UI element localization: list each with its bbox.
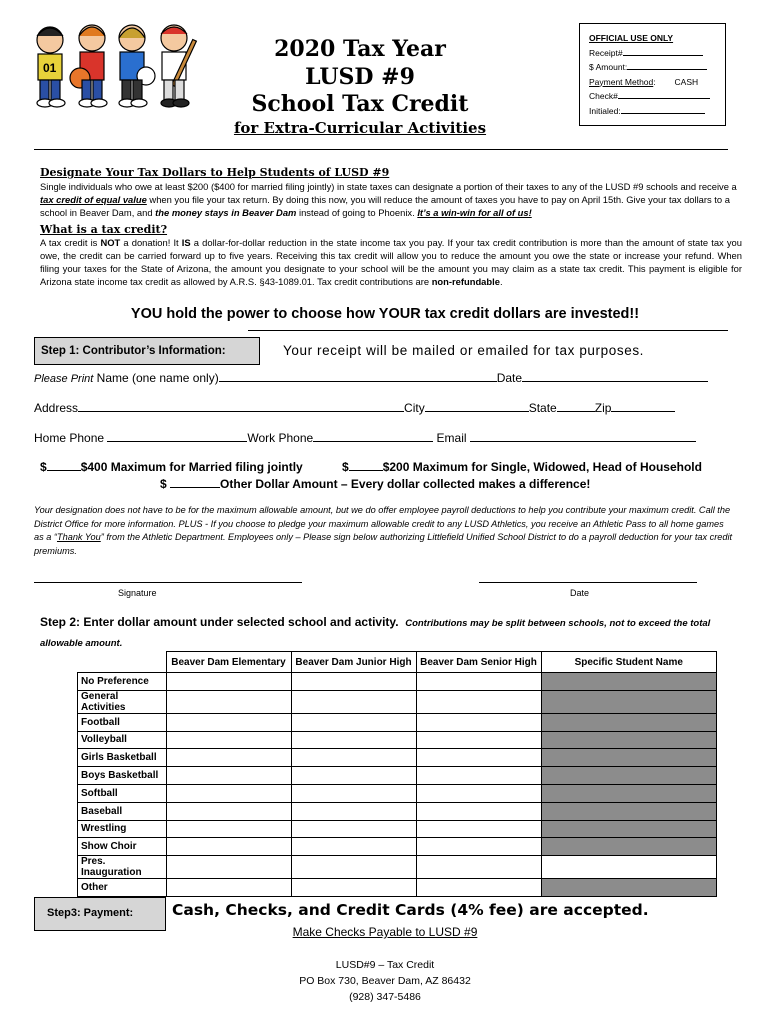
- what-text: A tax credit is NOT a donation! It IS a dollar-for-dollar reduction in the state income tax you pay. If your tax credit contribution is more than the amount of state tax you owe, the credit can be carried forward up to five years. Receiving this tax credit will allow you to reduce the amount you owe the state or increase your refund. When filing your taxes for the State of Arizona, the amount you designate to your school will be the amount you may claim as a state tax credit. This payment is eligible for Arizona state income tax credit as allowed by A.R.S. §43-1089.01. Tax credit contributions are non-refundable.: [40, 237, 742, 287]
- cell-input[interactable]: [416, 731, 541, 749]
- cell-shaded: [541, 673, 717, 691]
- cell-shaded: [541, 802, 717, 820]
- cell-input[interactable]: [291, 879, 416, 897]
- address-row: Address City State Zip: [34, 401, 734, 415]
- email-input[interactable]: [470, 441, 696, 442]
- cell-shaded: [541, 838, 717, 856]
- row-label: Pres. Inauguration: [78, 856, 167, 879]
- cell-input[interactable]: [291, 767, 416, 785]
- title-line1: 2020 Tax Year: [274, 36, 446, 62]
- sig-date-line[interactable]: [479, 582, 697, 583]
- row-label: General Activities: [78, 690, 167, 713]
- cell-shaded: [541, 767, 717, 785]
- title-line2: LUSD #9: [305, 64, 415, 90]
- signature-label: Signature: [118, 588, 157, 598]
- cell-input[interactable]: [416, 820, 541, 838]
- cell-input[interactable]: [416, 784, 541, 802]
- step1-label: Step 1: Contributor’s Information:: [34, 337, 260, 365]
- cell-shaded: [541, 820, 717, 838]
- svg-text:01: 01: [43, 61, 57, 75]
- other-amount-row: $ Other Dollar Amount – Every dollar collected makes a difference!: [160, 477, 591, 491]
- col-junior-high: Beaver Dam Junior High: [291, 652, 416, 673]
- cell-input[interactable]: [416, 690, 541, 713]
- checks-payable: Make Checks Payable to LUSD #9: [292, 925, 478, 939]
- subtitle: for Extra-Curricular Activities: [233, 119, 487, 137]
- col-senior-high: Beaver Dam Senior High: [416, 652, 541, 673]
- cell-input[interactable]: [291, 784, 416, 802]
- address-line2: PO Box 730, Beaver Dam, AZ 86432: [299, 975, 471, 987]
- official-use-box: OFFICIAL USE ONLY Receipt# $ Amount: Payment Method: CASH Check# Initialed:: [579, 23, 726, 126]
- payment-accepted: Cash, Checks, and Credit Cards (4% fee) are accepted.: [172, 901, 649, 919]
- header-divider: [34, 149, 728, 150]
- sig-date-label: Date: [570, 588, 590, 598]
- row-label: Boys Basketball: [78, 767, 167, 785]
- cell-input[interactable]: [166, 731, 291, 749]
- official-amount-label: $ Amount:: [589, 62, 628, 72]
- amount-row-single: $ $200 Maximum for Single, Widowed, Head of Household: [342, 460, 702, 474]
- row-label: Volleyball: [78, 731, 167, 749]
- cell-input[interactable]: [291, 731, 416, 749]
- cell-input[interactable]: [291, 820, 416, 838]
- cell-input[interactable]: [416, 838, 541, 856]
- cell-shaded: [541, 731, 717, 749]
- power-statement: YOU hold the power to choose how YOUR tax credit dollars are invested!!: [130, 306, 640, 322]
- single-amount-input[interactable]: [349, 470, 383, 471]
- cell-input[interactable]: [291, 690, 416, 713]
- name-row: Please Print Name (one name only) Date: [34, 371, 734, 385]
- col-student-name: Specific Student Name: [541, 652, 717, 673]
- cell-input[interactable]: [291, 673, 416, 691]
- step1-rule: [248, 330, 728, 331]
- step3-label: Step3: Payment:: [34, 897, 166, 931]
- designate-heading: Designate Your Tax Dollars to Help Students of LUSD #9: [40, 166, 390, 179]
- cell-input[interactable]: [166, 838, 291, 856]
- cell-input[interactable]: [166, 856, 291, 879]
- what-heading: What is a tax credit?: [40, 223, 168, 236]
- cell-input[interactable]: [416, 802, 541, 820]
- cell-shaded: [541, 749, 717, 767]
- row-label: No Preference: [78, 673, 167, 691]
- row-label: Show Choir: [78, 838, 167, 856]
- official-method-label: Payment Method: [589, 76, 654, 87]
- home-phone-input[interactable]: [107, 441, 247, 442]
- name-input[interactable]: [219, 381, 497, 382]
- cell-input[interactable]: [166, 690, 291, 713]
- cell-shaded: [541, 784, 717, 802]
- payroll-note: Your designation does not have to be for the maximum allowable amount, but we do offer employee payroll deductions to help you contribute your maximum credit. Call the District Office for more information. PLUS - If you choose to pledge your maximum allowable credit to any LUSD Athletics, you receive an Athletic Pass to all home games as a “Thank You” from the Athletic Department. Employees only – Please sign below authorizing Littlefield Unified School District to do a payroll deduction for your tax credit premiums.: [34, 505, 733, 556]
- cell-input[interactable]: [166, 784, 291, 802]
- official-check-label: Check#: [589, 91, 618, 101]
- other-amount-input[interactable]: [170, 487, 220, 488]
- cell-input[interactable]: [291, 749, 416, 767]
- cell-input[interactable]: [166, 673, 291, 691]
- table-corner: [78, 652, 167, 673]
- date-input[interactable]: [522, 381, 708, 382]
- row-label: Softball: [78, 784, 167, 802]
- cell-shaded: [541, 879, 717, 897]
- cell-input[interactable]: [291, 802, 416, 820]
- official-heading: OFFICIAL USE ONLY: [589, 33, 674, 43]
- cell-input[interactable]: [166, 879, 291, 897]
- designate-text: Single individuals who owe at least $200 ($400 for married filing jointly) in state taxes can designate a portion of their taxes to any of the LUSD #9 schools and receive a tax credit of equal value when you file your tax return. By doing this now, you will reduce the amount of taxes you have to pay on April 15th. Give your tax dollars to a school in Beaver Dam, and the money stays in Beaver Dam instead of going to Phoenix. It’s a win-win for all of us!: [40, 181, 737, 218]
- row-label: Girls Basketball: [78, 749, 167, 767]
- col-elementary: Beaver Dam Elementary: [166, 652, 291, 673]
- cell-input[interactable]: [291, 838, 416, 856]
- cell-input[interactable]: [416, 713, 541, 731]
- title-line3: School Tax Credit: [251, 91, 469, 117]
- address-input[interactable]: [78, 411, 404, 412]
- kids-clipart-image: [30, 18, 202, 110]
- cell-input[interactable]: [291, 713, 416, 731]
- cell-input[interactable]: [166, 749, 291, 767]
- state-input[interactable]: [557, 411, 595, 412]
- zip-input[interactable]: [611, 411, 675, 412]
- cell-input[interactable]: [416, 856, 541, 879]
- phone-row: Home Phone Work Phone Email: [34, 431, 734, 445]
- cell-input[interactable]: [166, 802, 291, 820]
- cell-shaded: [541, 690, 717, 713]
- address-line1: LUSD#9 – Tax Credit: [335, 959, 435, 971]
- row-label: Baseball: [78, 802, 167, 820]
- official-method-value: CASH: [674, 76, 699, 87]
- address-line3: (928) 347-5486: [349, 991, 421, 1003]
- step2-label: Step 2: Enter dollar amount under selected school and activity. Contributions may be split between schools, not to exceed the total allowable amount.: [40, 615, 711, 649]
- cell-input[interactable]: [291, 856, 416, 879]
- work-phone-input[interactable]: [313, 441, 433, 442]
- row-label: Football: [78, 713, 167, 731]
- receipt-note: Your receipt will be mailed or emailed for tax purposes.: [283, 343, 645, 358]
- amount-row: $ $400 Maximum for Married filing jointly: [40, 460, 303, 474]
- cell-input[interactable]: [166, 713, 291, 731]
- cell-input[interactable]: [166, 767, 291, 785]
- signature-line[interactable]: [34, 582, 302, 583]
- row-label: Wrestling: [78, 820, 167, 838]
- cell-input[interactable]: [416, 767, 541, 785]
- official-initialed-label: Initialed:: [589, 105, 621, 116]
- cell-input[interactable]: [416, 749, 541, 767]
- student-name-input[interactable]: [541, 856, 717, 879]
- official-receipt-label: Receipt#: [589, 47, 623, 58]
- activity-table: [77, 651, 717, 897]
- cell-shaded: [541, 713, 717, 731]
- city-input[interactable]: [425, 411, 529, 412]
- row-label: Other: [78, 879, 167, 897]
- cell-input[interactable]: [416, 879, 541, 897]
- cell-input[interactable]: [166, 820, 291, 838]
- married-amount-input[interactable]: [47, 470, 81, 471]
- cell-input[interactable]: [416, 673, 541, 691]
